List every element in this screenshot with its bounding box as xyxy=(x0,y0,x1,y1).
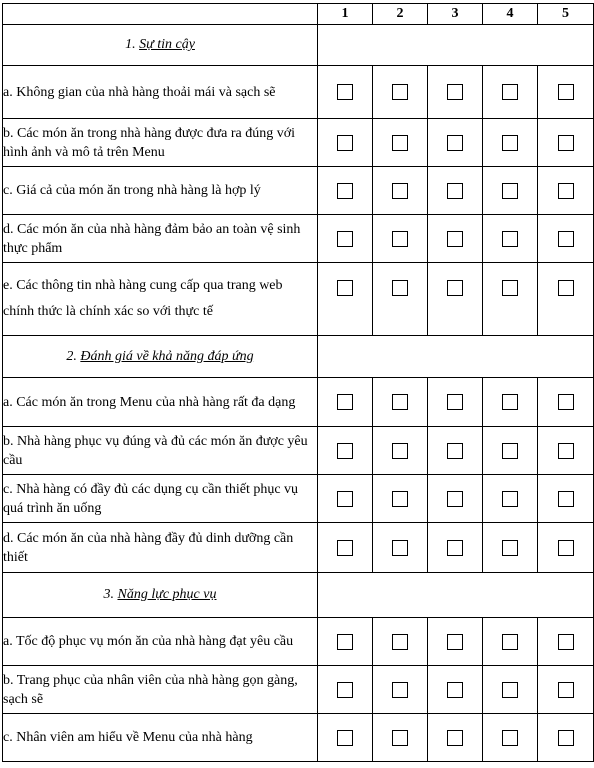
rating-cell xyxy=(428,378,483,427)
rating-checkbox-5[interactable] xyxy=(558,491,574,507)
rating-cell xyxy=(538,167,594,215)
rating-cell xyxy=(373,263,428,336)
rating-cell xyxy=(318,714,373,762)
rating-checkbox-3[interactable] xyxy=(447,540,463,556)
rating-checkbox-1[interactable] xyxy=(337,84,353,100)
question-row xyxy=(3,714,594,762)
rating-cell xyxy=(318,167,373,215)
section-row xyxy=(3,336,594,378)
rating-checkbox-1[interactable] xyxy=(337,682,353,698)
rating-cell xyxy=(428,475,483,523)
rating-cell xyxy=(373,427,428,475)
rating-cell xyxy=(538,215,594,263)
question-text: c. Nhân viên am hiểu về Menu của nhà hàng xyxy=(3,714,318,762)
rating-cell xyxy=(373,66,428,119)
scale-header-4: 4 xyxy=(483,4,538,25)
header-blank-cell xyxy=(3,4,318,25)
rating-cell xyxy=(373,215,428,263)
rating-cell xyxy=(428,427,483,475)
rating-cell xyxy=(428,66,483,119)
rating-cell xyxy=(483,714,538,762)
question-text: c. Nhà hàng có đầy đủ các dụng cụ cần thiết phục vụ quá trình ăn uống xyxy=(3,475,318,523)
rating-cell xyxy=(538,475,594,523)
rating-cell xyxy=(318,427,373,475)
scale-header-2: 2 xyxy=(373,4,428,25)
rating-checkbox-2[interactable] xyxy=(392,682,408,698)
question-row xyxy=(3,378,594,427)
rating-cell xyxy=(483,666,538,714)
rating-cell xyxy=(318,119,373,167)
scale-header-5: 5 xyxy=(538,4,594,25)
rating-cell xyxy=(483,378,538,427)
rating-cell xyxy=(373,666,428,714)
rating-checkbox-4[interactable] xyxy=(502,394,518,410)
question-row xyxy=(3,263,594,336)
question-text: b. Các món ăn trong nhà hàng được đưa ra đúng với hình ảnh và mô tả trên Menu xyxy=(3,119,318,167)
rating-cell xyxy=(428,714,483,762)
question-row xyxy=(3,523,594,573)
rating-checkbox-2[interactable] xyxy=(392,135,408,151)
rating-checkbox-2[interactable] xyxy=(392,540,408,556)
rating-checkbox-2[interactable] xyxy=(392,730,408,746)
rating-cell xyxy=(428,167,483,215)
section-empty-cell xyxy=(318,336,594,378)
section-row xyxy=(3,573,594,618)
rating-cell xyxy=(538,666,594,714)
rating-cell xyxy=(318,618,373,666)
rating-cell xyxy=(483,167,538,215)
section-title xyxy=(3,573,318,618)
rating-cell xyxy=(373,475,428,523)
rating-checkbox-3[interactable] xyxy=(447,183,463,199)
rating-cell xyxy=(428,666,483,714)
rating-cell xyxy=(318,215,373,263)
section-empty-cell xyxy=(318,573,594,618)
section-name: Sự tin cậy xyxy=(139,37,195,52)
section-title xyxy=(3,25,318,66)
question-row xyxy=(3,475,594,523)
rating-checkbox-4[interactable] xyxy=(502,730,518,746)
rating-checkbox-5[interactable] xyxy=(558,84,574,100)
section-title xyxy=(3,336,318,378)
rating-cell xyxy=(318,475,373,523)
rating-checkbox-4[interactable] xyxy=(502,183,518,199)
rating-cell xyxy=(483,215,538,263)
rating-cell xyxy=(373,167,428,215)
rating-table xyxy=(2,3,594,762)
rating-checkbox-4[interactable] xyxy=(502,682,518,698)
rating-checkbox-3[interactable] xyxy=(447,280,463,296)
rating-cell xyxy=(483,263,538,336)
rating-cell xyxy=(538,119,594,167)
rating-checkbox-1[interactable] xyxy=(337,280,353,296)
rating-checkbox-1[interactable] xyxy=(337,491,353,507)
rating-checkbox-3[interactable] xyxy=(447,84,463,100)
rating-checkbox-3[interactable] xyxy=(447,394,463,410)
rating-checkbox-1[interactable] xyxy=(337,135,353,151)
section-name: Đánh giá về khả năng đáp ứng xyxy=(80,348,254,364)
rating-checkbox-5[interactable] xyxy=(558,183,574,199)
question-text: a. Tốc độ phục vụ món ăn của nhà hàng đạt yêu cầu xyxy=(3,618,318,666)
question-text: b. Trang phục của nhân viên của nhà hàng gọn gàng, sạch sẽ xyxy=(3,666,318,714)
rating-cell xyxy=(483,119,538,167)
rating-checkbox-2[interactable] xyxy=(392,443,408,459)
question-text: d. Các món ăn của nhà hàng đảm bảo an toàn vệ sinh thực phẩm xyxy=(3,215,318,263)
rating-checkbox-2[interactable] xyxy=(392,491,408,507)
rating-cell xyxy=(318,666,373,714)
rating-checkbox-1[interactable] xyxy=(337,183,353,199)
rating-checkbox-1[interactable] xyxy=(337,443,353,459)
rating-cell xyxy=(483,475,538,523)
rating-checkbox-5[interactable] xyxy=(558,634,574,650)
question-row xyxy=(3,666,594,714)
rating-checkbox-1[interactable] xyxy=(337,634,353,650)
section-name: Năng lực phục vụ xyxy=(117,587,217,602)
rating-cell xyxy=(318,263,373,336)
rating-checkbox-5[interactable] xyxy=(558,443,574,459)
rating-cell xyxy=(428,119,483,167)
rating-cell xyxy=(483,66,538,119)
section-number: 3. xyxy=(103,587,114,602)
rating-cell xyxy=(538,378,594,427)
question-row xyxy=(3,427,594,475)
rating-checkbox-2[interactable] xyxy=(392,394,408,410)
rating-checkbox-3[interactable] xyxy=(447,443,463,459)
rating-checkbox-4[interactable] xyxy=(502,540,518,556)
rating-checkbox-5[interactable] xyxy=(558,394,574,410)
rating-cell xyxy=(373,618,428,666)
rating-cell xyxy=(318,523,373,573)
rating-checkbox-4[interactable] xyxy=(502,84,518,100)
rating-cell xyxy=(538,714,594,762)
rating-checkbox-1[interactable] xyxy=(337,394,353,410)
rating-cell xyxy=(538,263,594,336)
rating-cell xyxy=(428,523,483,573)
section-row xyxy=(3,25,594,66)
rating-cell xyxy=(538,66,594,119)
rating-checkbox-3[interactable] xyxy=(447,491,463,507)
question-text: a. Không gian của nhà hàng thoải mái và sạch sẽ xyxy=(3,66,318,119)
question-row xyxy=(3,618,594,666)
question-row xyxy=(3,215,594,263)
rating-checkbox-2[interactable] xyxy=(392,231,408,247)
rating-checkbox-4[interactable] xyxy=(502,491,518,507)
rating-cell xyxy=(538,618,594,666)
question-row xyxy=(3,167,594,215)
rating-checkbox-3[interactable] xyxy=(447,682,463,698)
rating-checkbox-5[interactable] xyxy=(558,231,574,247)
scale-header-1: 1 xyxy=(318,4,373,25)
section-number: 2. xyxy=(66,348,77,364)
question-text: b. Nhà hàng phục vụ đúng và đủ các món ăn được yêu cầu xyxy=(3,427,318,475)
rating-cell xyxy=(428,618,483,666)
rating-checkbox-4[interactable] xyxy=(502,443,518,459)
question-text: c. Giá cả của món ăn trong nhà hàng là hợp lý xyxy=(3,167,318,215)
rating-checkbox-5[interactable] xyxy=(558,730,574,746)
scale-header-3: 3 xyxy=(428,4,483,25)
question-text: a. Các món ăn trong Menu của nhà hàng rất đa dạng xyxy=(3,378,318,427)
rating-checkbox-4[interactable] xyxy=(502,280,518,296)
rating-checkbox-5[interactable] xyxy=(558,682,574,698)
rating-cell xyxy=(483,523,538,573)
rating-checkbox-4[interactable] xyxy=(502,634,518,650)
rating-cell xyxy=(428,215,483,263)
rating-cell xyxy=(373,378,428,427)
rating-checkbox-3[interactable] xyxy=(447,634,463,650)
rating-cell xyxy=(483,427,538,475)
rating-checkbox-1[interactable] xyxy=(337,231,353,247)
rating-checkbox-2[interactable] xyxy=(392,84,408,100)
section-empty-cell xyxy=(318,25,594,66)
rating-checkbox-1[interactable] xyxy=(337,540,353,556)
rating-cell xyxy=(373,119,428,167)
rating-checkbox-3[interactable] xyxy=(447,730,463,746)
rating-cell xyxy=(538,427,594,475)
rating-checkbox-3[interactable] xyxy=(447,135,463,151)
rating-checkbox-5[interactable] xyxy=(558,135,574,151)
rating-cell xyxy=(318,66,373,119)
question-text: e. Các thông tin nhà hàng cung cấp qua trang web chính thức là chính xác so với thực tế xyxy=(3,263,318,336)
rating-checkbox-5[interactable] xyxy=(558,280,574,296)
header-row xyxy=(3,4,594,25)
question-row xyxy=(3,66,594,119)
rating-checkbox-2[interactable] xyxy=(392,280,408,296)
rating-checkbox-4[interactable] xyxy=(502,231,518,247)
question-text: d. Các món ăn của nhà hàng đầy đủ dinh dưỡng cần thiết xyxy=(3,523,318,573)
rating-cell xyxy=(373,714,428,762)
section-number: 1. xyxy=(125,37,136,52)
rating-checkbox-2[interactable] xyxy=(392,634,408,650)
rating-cell xyxy=(428,263,483,336)
rating-cell xyxy=(373,523,428,573)
rating-checkbox-3[interactable] xyxy=(447,231,463,247)
rating-cell xyxy=(538,523,594,573)
rating-checkbox-1[interactable] xyxy=(337,730,353,746)
question-row xyxy=(3,119,594,167)
rating-checkbox-4[interactable] xyxy=(502,135,518,151)
rating-checkbox-2[interactable] xyxy=(392,183,408,199)
rating-checkbox-5[interactable] xyxy=(558,540,574,556)
rating-cell xyxy=(483,618,538,666)
rating-cell xyxy=(318,378,373,427)
